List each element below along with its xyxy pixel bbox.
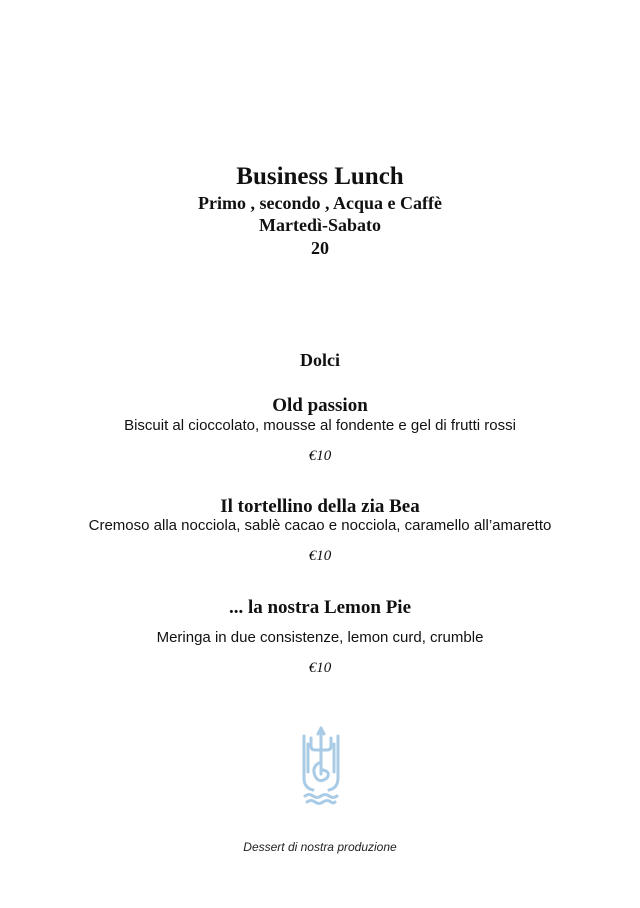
dessert-name: Old passion bbox=[272, 395, 368, 416]
section-title: Dolci bbox=[300, 350, 340, 370]
dessert-description: Biscuit al cioccolato, mousse al fondente e gel di frutti rossi bbox=[124, 417, 516, 434]
dessert-price: €10 bbox=[308, 448, 332, 464]
dessert-price: €10 bbox=[308, 660, 332, 676]
trident-anchor-logo-icon bbox=[299, 726, 343, 808]
dessert-price: €10 bbox=[308, 548, 332, 564]
dessert-description: Cremoso alla nocciola, sablè cacao e nocciola, caramello all’amaretto bbox=[88, 517, 552, 534]
dessert-name: Il tortellino della zia Bea bbox=[220, 496, 420, 517]
dessert-description: Meringa in due consistenze, lemon curd, crumble bbox=[156, 629, 484, 646]
menu-days: Martedì-Sabato bbox=[259, 215, 381, 235]
menu-subtitle: Primo , secondo , Acqua e Caffè bbox=[198, 193, 442, 213]
footer-note: Dessert di nostra produzione bbox=[243, 840, 397, 854]
menu-price: 20 bbox=[311, 238, 329, 258]
dessert-name: ... la nostra Lemon Pie bbox=[228, 597, 412, 618]
menu-title: Business Lunch bbox=[236, 163, 404, 190]
